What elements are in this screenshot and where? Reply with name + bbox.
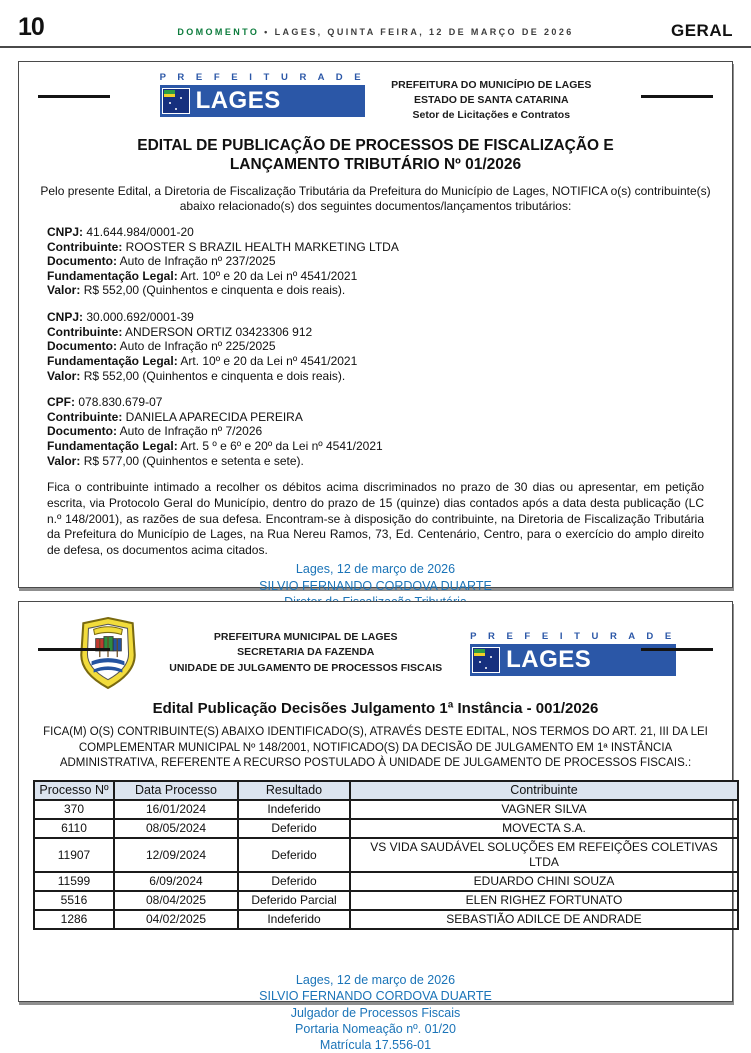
registration-dash-right (641, 648, 713, 651)
entry-fundamentacao: Art. 10º e 20 da Lei nº 4541/2021 (180, 268, 358, 283)
notice2-intro: FICA(M) O(S) CONTRIBUINTE(S) ABAIXO IDENTIFICADO(S), ATRAVÉS DESTE EDITAL, NOS TERMOS DO ART. 21, III DA LEI COMPLEMENTAR MUNICIPAL Nº 148/2001, NOTIFICADO(S) DA DECISÃO DE JULGAMENTO EM 1ª INSTÂNCIA ADMINISTRATIVA, REFERENTE A RECURSO POSTULADO À UNIDADE DE JULGAMENTO DE PROCESSOS FISCAIS.: (43, 726, 708, 770)
signature-date: Lages, 12 de março de 2026 (295, 562, 456, 577)
col-header-processo: Processo Nº (34, 781, 114, 801)
col-header-resultado: Resultado (238, 781, 350, 801)
masthead-dateline: • LAGES, QUINTA FEIRA, 12 DE MARÇO DE 2026 (259, 27, 574, 37)
entry-id-label: CNPJ: (47, 224, 84, 239)
entry-valor: R$ 552,00 (Quinhentos e cinquenta e dois reais). (83, 283, 346, 298)
cell-resultado: Deferido (238, 838, 350, 872)
entry-label: Valor: (47, 283, 81, 298)
notice2-header (33, 610, 718, 694)
cell-processo: 11599 (34, 872, 114, 891)
org-line: UNIDADE DE JULGAMENTO DE PROCESSOS FISCAIS (169, 661, 443, 674)
notice2-title: Edital Publicação Decisões Julgamento 1ª Instância - 001/2026 (152, 700, 599, 717)
entry-documento: Auto de Infração nº 225/2025 (119, 339, 276, 354)
notice2-signature (33, 972, 718, 1053)
org-line: SECRETARIA DA FAZENDA (237, 646, 375, 659)
entry-valor: R$ 552,00 (Quinhentos e cinquenta e dois reais). (83, 368, 346, 383)
cell-contribuinte: MOVECTA S.A. (350, 819, 738, 838)
cell-processo: 1286 (34, 910, 114, 929)
org-line: PREFEITURA DO MUNICÍPIO DE LAGES (391, 79, 592, 91)
cell-resultado: Deferido (238, 872, 350, 891)
cell-processo: 6110 (34, 819, 114, 838)
cell-resultado: Indeferido (238, 910, 350, 929)
registration-dash-right (641, 95, 713, 98)
cell-processo: 5516 (34, 891, 114, 910)
notice1-intro: Pelo presente Edital, a Diretoria de Fiscalização Tributária da Prefeitura do Município de Lages, NOTIFICA o(s) contribuinte(s) abaixo relacionado(s) dos seguintes documentos/lançamentos tributários: (40, 183, 711, 214)
entry-documento: Auto de Infração nº 7/2026 (119, 424, 263, 439)
entry-label: Documento: (47, 424, 117, 439)
entry-label: Contribuinte: (47, 324, 123, 339)
col-header-data: Data Processo (114, 781, 238, 801)
cell-contribuinte: VS VIDA SAUDÁVEL SOLUÇÕES EM REFEIÇÕES COLETIVAS LTDA (350, 838, 738, 872)
signature-role: Julgador de Processos Fiscais (290, 1005, 461, 1020)
cell-contribuinte: VAGNER SILVA (350, 800, 738, 819)
col-header-contribuinte: Contribuinte (350, 781, 738, 801)
cell-data: 12/09/2024 (114, 838, 238, 872)
table-row (34, 838, 738, 872)
lages-logo (160, 72, 366, 117)
notice1-header (33, 70, 718, 128)
entry-id-value: 30.000.692/0001-39 (86, 310, 194, 325)
cell-data: 6/09/2024 (114, 872, 238, 891)
notification-entry (47, 395, 704, 468)
entry-id-label: CPF: (47, 395, 75, 410)
registration-dash-left (38, 648, 110, 651)
entry-contribuinte: DANIELA APARECIDA PEREIRA (125, 409, 303, 424)
entry-id-value: 41.644.984/0001-20 (86, 224, 194, 239)
entry-label: Documento: (47, 254, 117, 269)
cell-data: 08/05/2024 (114, 819, 238, 838)
page-number: 10 (18, 13, 44, 41)
lages-logo-name: LAGES (506, 645, 592, 673)
signature-date: Lages, 12 de março de 2026 (295, 973, 456, 988)
entry-id-label: CNPJ: (47, 310, 84, 325)
cell-resultado: Deferido (238, 819, 350, 838)
notice-julgamento (18, 601, 733, 1053)
table-header-row (34, 781, 738, 801)
lages-flag-icon (162, 88, 190, 114)
registration-dash-left (38, 95, 110, 98)
entry-label: Valor: (47, 453, 81, 468)
entry-label: Fundamentação Legal: (47, 439, 178, 454)
signature-name: SILVIO FERNANDO CORDOVA DUARTE (259, 989, 492, 1004)
cell-contribuinte: EDUARDO CHINI SOUZA (350, 872, 738, 891)
masthead (0, 27, 751, 37)
entry-label: Fundamentação Legal: (47, 268, 178, 283)
lages-logo (470, 631, 676, 676)
lages-logo-top-text: P R E F E I T U R A D E (470, 630, 676, 642)
lages-logo-bar (160, 85, 366, 117)
notice1-title: EDITAL DE PUBLICAÇÃO DE PROCESSOS DE FISCALIZAÇÃO E LANÇAMENTO TRIBUTÁRIO Nº 01/2026 (137, 137, 614, 174)
table-row (34, 872, 738, 891)
entry-label: Contribuinte: (47, 239, 123, 254)
entry-contribuinte: ROOSTER S BRAZIL HEALTH MARKETING LTDA (125, 239, 399, 254)
cell-contribuinte: ELEN RIGHEZ FORTUNATO (350, 891, 738, 910)
signature-registration: Matrícula 17.556-01 (319, 1038, 432, 1053)
section-label: GERAL (671, 21, 733, 40)
entry-label: Valor: (47, 368, 81, 383)
entry-label: Fundamentação Legal: (47, 353, 178, 368)
decisions-table (33, 780, 739, 931)
notice1-closing: Fica o contribuinte intimado a recolher os débitos acima discriminados no prazo de 30 dias ou apresentar, em petição escrita, via Protocolo Geral do Município, dentro do prazo de 15 (quinze) dias contados após a data desta publicação (LC n.º 148/2001), as razões de sua defesa. Encontram-se à disposição do contribuinte, na Diretoria de Fiscalização Tributária da Prefeitura do Município de Lages, na Rua Nereu Ramos, 73, Ed. Centenário, Centro, para o exercício do amplo direito de defesa, os documentos acima citados. (47, 480, 704, 557)
notification-entry (47, 225, 704, 298)
entry-contribuinte: ANDERSON ORTIZ 03423306 912 (125, 324, 313, 339)
entry-id-value: 078.830.679-07 (78, 395, 163, 410)
cell-resultado: Deferido Parcial (238, 891, 350, 910)
cell-resultado: Indeferido (238, 800, 350, 819)
table-row (34, 891, 738, 910)
lages-logo-top-text: P R E F E I T U R A D E (159, 72, 366, 83)
lages-coat-of-arms-icon (75, 616, 141, 690)
entry-valor: R$ 577,00 (Quinhentos e setenta e sete). (83, 453, 304, 468)
lages-flag-icon (472, 647, 500, 673)
org-line: ESTADO DE SANTA CATARINA (413, 94, 569, 107)
org-line: Setor de Licitações e Contratos (412, 109, 571, 122)
entry-label: Documento: (47, 339, 117, 354)
entry-fundamentacao: Art. 5 º e 6º e 20º da Lei nº 4541/2021 (180, 439, 383, 454)
page-header (0, 0, 751, 48)
cell-processo: 370 (34, 800, 114, 819)
cell-contribuinte: SEBASTIÃO ADILCE DE ANDRADE (350, 910, 738, 929)
lages-logo-name: LAGES (195, 87, 281, 114)
masthead-brand: DOMOMENTO (177, 27, 260, 37)
entry-documento: Auto de Infração nº 237/2025 (119, 254, 276, 269)
table-row (34, 819, 738, 838)
cell-data: 04/02/2025 (114, 910, 238, 929)
cell-data: 08/04/2025 (114, 891, 238, 910)
notice-fiscalizacao (18, 61, 733, 593)
table-row (34, 800, 738, 819)
notice1-org-block (391, 72, 591, 124)
cell-processo: 11907 (34, 838, 114, 872)
org-line: PREFEITURA MUNICIPAL DE LAGES (213, 631, 398, 644)
notice2-org-block (169, 630, 442, 676)
signature-name: SILVIO FERNANDO CORDOVA DUARTE (259, 578, 492, 593)
entry-label: Contribuinte: (47, 409, 123, 424)
notification-entry (47, 310, 704, 383)
table-row (34, 910, 738, 929)
cell-data: 16/01/2024 (114, 800, 238, 819)
entry-fundamentacao: Art. 10º e 20 da Lei nº 4541/2021 (180, 353, 358, 368)
signature-portaria: Portaria Nomeação nº. 01/20 (295, 1021, 456, 1036)
